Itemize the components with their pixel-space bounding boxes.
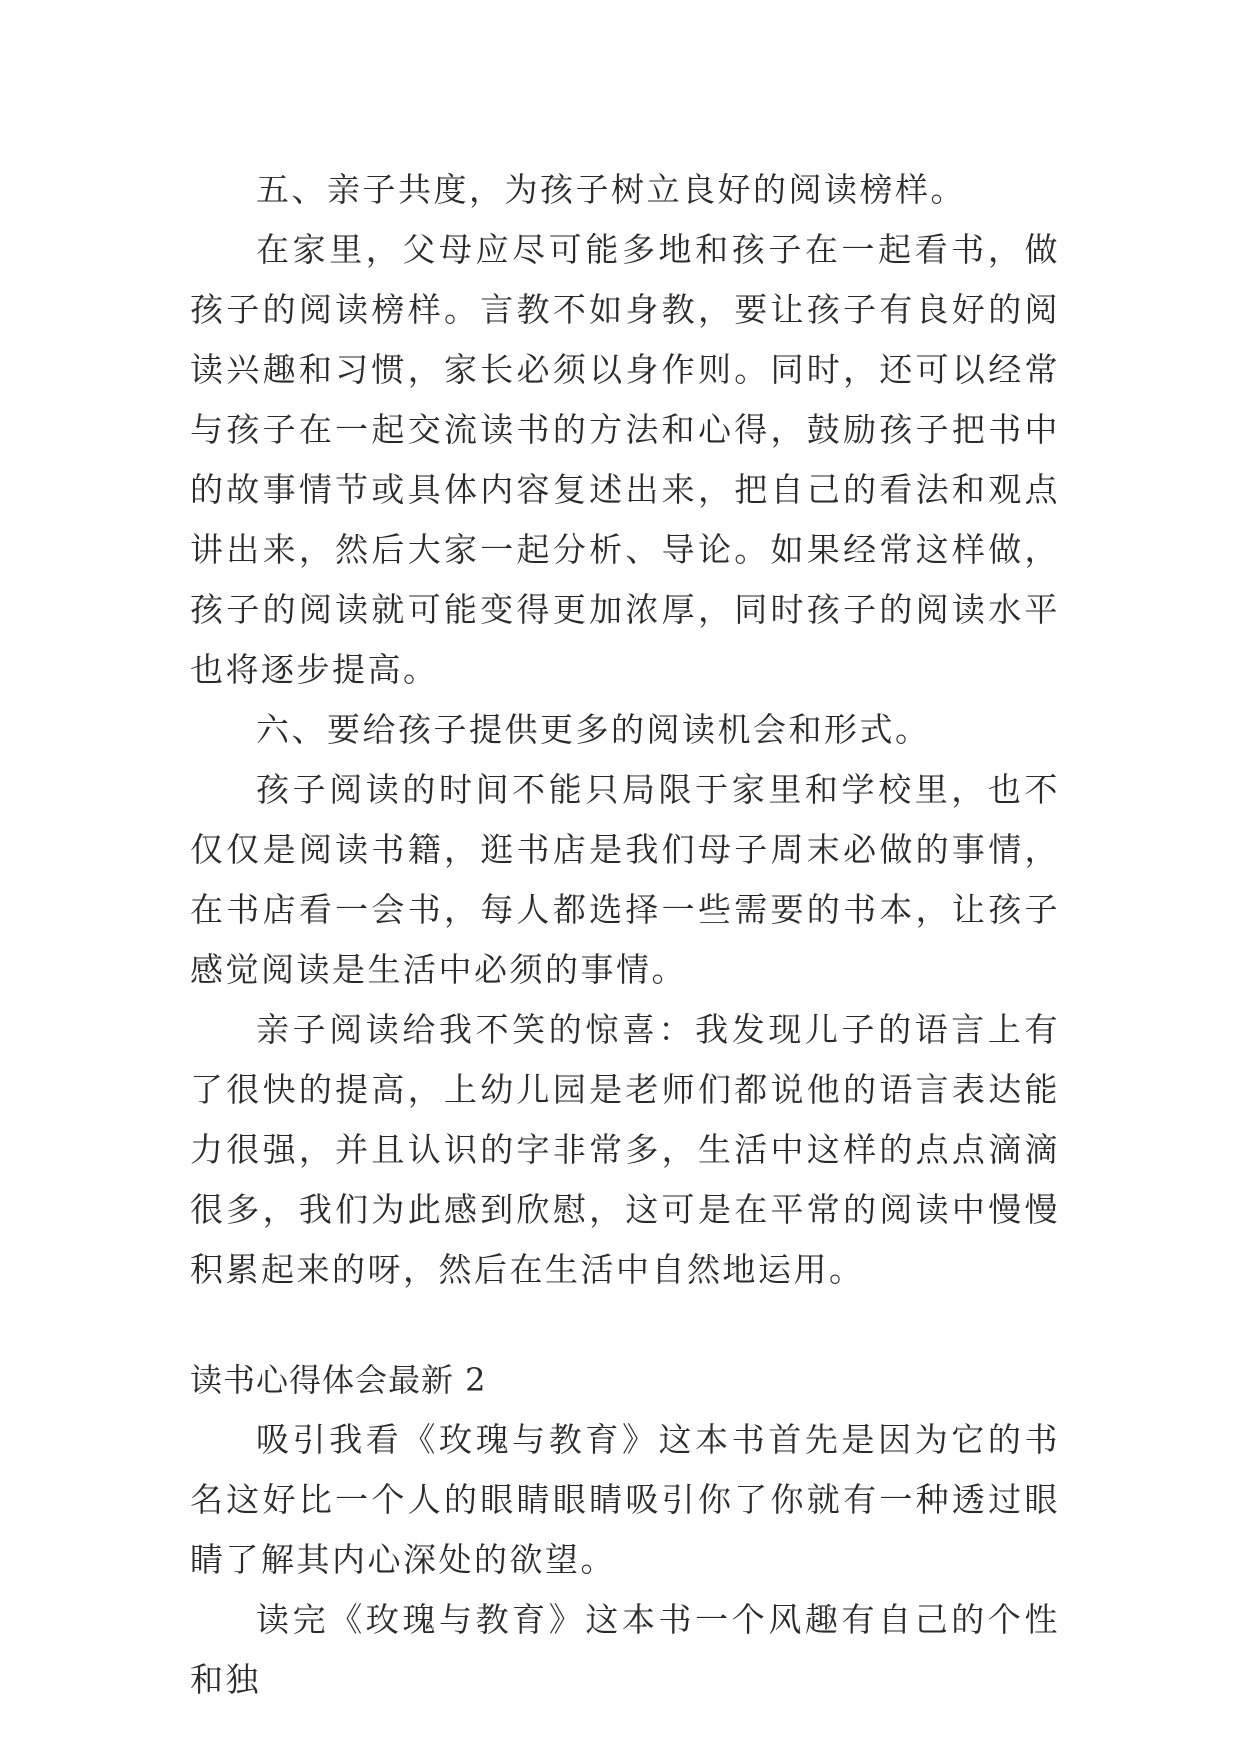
paragraph-after-reading: 读完《玫瑰与教育》这本书一个风趣有自己的个性和独 [190, 1600, 1060, 1699]
paragraph-reading-surprise: 亲子阅读给我不笑的惊喜：我发现儿子的语言上有了很快的提高，上幼儿园是老师们都说他的语言表达能力很强，并且认识的字非常多，生活中这样的点点滴滴很多，我们为此感到欣慰，这可是在平常的阅读中慢慢积累起来的呀，然后在生活中自然地运用。 [190, 1010, 1060, 1289]
paragraph-reading-opportunities: 孩子阅读的时间不能只局限于家里和学校里，也不仅仅是阅读书籍，逛书店是我们母子周末必做的事情，在书店看一会书，每人都选择一些需要的书本，让孩子感觉阅读是生活中必须的事情。 [190, 770, 1060, 989]
paragraph-parent-role-model: 在家里，父母应尽可能多地和孩子在一起看书，做孩子的阅读榜样。言教不如身教，要让孩子有良好的阅读兴趣和习惯，家长必须以身作则。同时，还可以经常与孩子在一起交流读书的方法和心得，鼓励孩子把书中的故事情节或具体内容复述出来，把自己的看法和观点讲出来，然后大家一起分析、导论。如果经常这样做，孩子的阅读就可能变得更加浓厚，同时孩子的阅读水平也将逐步提高。 [190, 230, 1060, 689]
document-body [190, 160, 1060, 1710]
section-six-heading: 六、要给孩子提供更多的阅读机会和形式。 [256, 710, 931, 749]
section-five-heading: 五、亲子共度，为孩子树立良好的阅读榜样。 [256, 170, 966, 209]
section-title: 读书心得体会最新 2 [190, 1361, 487, 1399]
paragraph-book-attraction: 吸引我看《玫瑰与教育》这本书首先是因为它的书名这好比一个人的眼睛眼睛吸引你了你就有一种透过眼睛了解其内心深处的欲望。 [190, 1420, 1060, 1579]
